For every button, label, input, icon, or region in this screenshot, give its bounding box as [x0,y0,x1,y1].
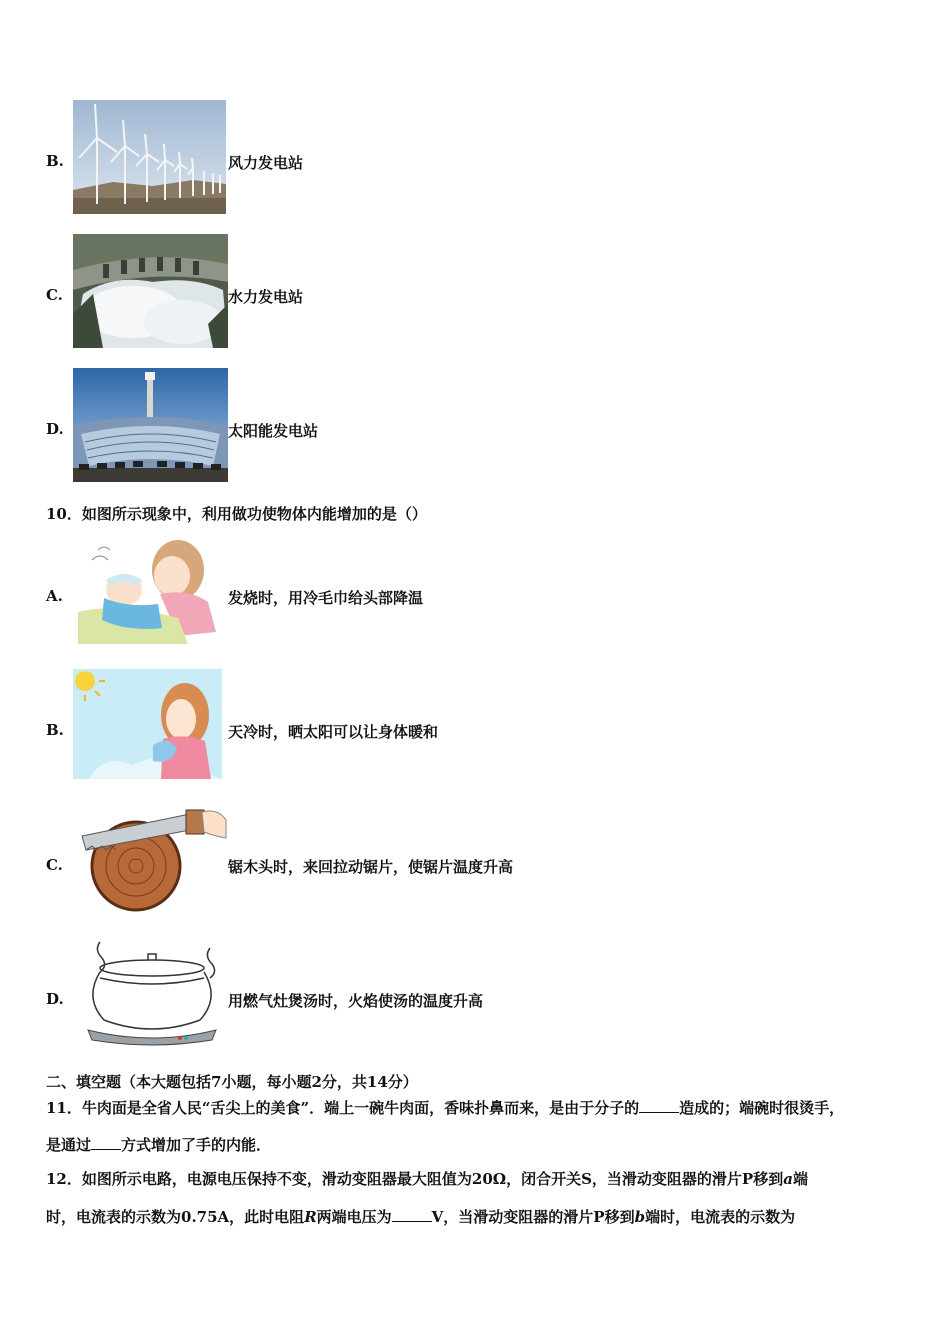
q12-text-e: V，当滑动变阻器的滑片P移到 [431,1208,635,1226]
sawing-wood-illustration [78,806,228,916]
hydro-dam-photo [73,234,228,348]
option-letter: B. [46,152,64,170]
option-letter: D. [46,990,64,1008]
option-text: 发烧时，用冷毛巾给头部降温 [228,589,424,607]
q11-text-c: 是通过 [46,1136,92,1154]
option-letter: D. [46,420,64,438]
question-12-line-1 [46,1168,808,1189]
q12-text-f: 端时，电流表的示数为 [645,1208,796,1226]
option-text: 风力发电站 [228,154,304,172]
question-11-line-2 [46,1134,271,1155]
option-letter: B. [46,721,64,739]
q12-var-b: b [634,1208,646,1226]
q12-text-c: 时，电流表的示数为0.75A，此时电阻 [46,1208,305,1226]
fill-blank[interactable] [392,1209,432,1222]
q11-text-d: 方式增加了手的内能． [121,1136,272,1154]
option-letter: A. [46,587,63,605]
q12-var-a: a [783,1170,793,1188]
sunbathing-illustration [73,669,222,779]
question-11-line-1 [46,1097,844,1118]
q9-option-d [0,368,950,482]
gas-stove-pot-illustration [78,938,224,1046]
q9-option-c [0,234,950,348]
solar-tower-photo [73,368,228,482]
option-text: 天冷时，晒太阳可以让身体暖和 [228,723,439,741]
option-text: 锯木头时，来回拉动锯片，使锯片温度升高 [228,858,514,876]
cold-towel-illustration [78,532,223,644]
option-letter: C. [46,286,63,304]
option-text: 用燃气灶煲汤时，火焰使汤的温度升高 [228,992,484,1010]
q12-text-a: 12．如图所示电路，电源电压保持不变，滑动变阻器最大阻值为20Ω，闭合开关S，当滑动变阻器的滑片P移到 [46,1170,784,1188]
q12-text-b: 端 [792,1170,808,1188]
q10-option-d [0,938,950,1050]
q12-var-r: R [304,1208,317,1226]
option-letter: C. [46,856,63,874]
q11-text-b: 造成的；端碗时很烫手， [679,1099,845,1117]
q11-text-a: 11．牛肉面是全省人民“舌尖上的美食”．端上一碗牛肉面，香味扑鼻而来，是由于分子的 [46,1099,640,1117]
q9-option-b [0,100,950,214]
fill-blank[interactable] [91,1137,121,1150]
wind-farm-photo [73,100,226,214]
q12-text-d: 两端电压为 [316,1208,392,1226]
question-12-line-2 [46,1206,795,1227]
question-10-stem: 10．如图所示现象中，利用做功使物体内能增加的是（） [46,505,427,523]
option-text: 水力发电站 [228,288,304,306]
section-2-heading: 二、填空题（本大题包括7小题，每小题2分，共14分） [46,1073,418,1091]
q10-option-b [0,669,950,779]
option-text: 太阳能发电站 [228,422,319,440]
q10-option-a [0,532,950,646]
fill-blank[interactable] [639,1100,679,1113]
q10-option-c [0,806,950,920]
